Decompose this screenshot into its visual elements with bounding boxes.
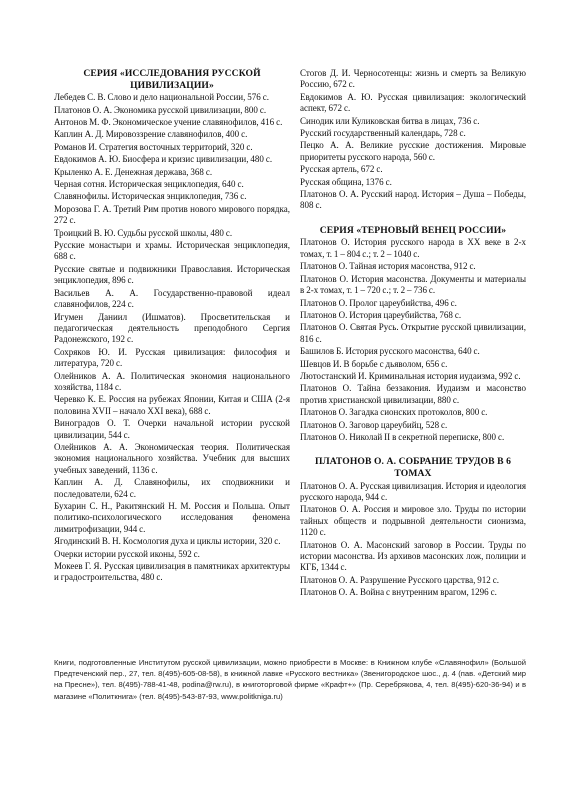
book-entry: Платонов О. История цареубийства, 768 с. (300, 309, 462, 320)
book-entry: Мокеев Г. Я. Русская цивилизация в памятниках архитектуры и градостроительства, 480 с. (54, 561, 290, 583)
book-entry: Антонов М. Ф. Экономическое учение славянофилов, 416 с. (54, 117, 283, 127)
book-entry: Платонов О. История русского народа в XX веке в 2-х томах, т. 1 – 804 с.; т. 2 – 1040 с. (300, 237, 526, 259)
book-entry: Платонов О. А. Россия и мировое зло. Труды по истории тайных обществ и подрывной деятельности сионизма, 1120 с. (300, 504, 526, 538)
left-entries-list (54, 92, 290, 584)
book-entry: Евдокимов А. Ю. Биосфера и кризис цивилизации, 480 с. (54, 154, 273, 165)
book-entry: Олейников А. А. Экономическая теория. Политическая экономия национального хозяйства. Учебник для высших учебных заведений, 1136 с. (54, 441, 290, 475)
book-entry: Славянофилы. Историческая энциклопедия, 736 с. (54, 191, 247, 202)
series-heading-thorny-crown: СЕРИЯ «ТЕРНОВЫЙ ВЕНЕЦ РОССИИ» (319, 224, 507, 236)
book-entry: Платонов О. Заговор цареубийц, 528 с. (300, 419, 448, 430)
book-entry: Платонов О. А. Разрушение Русского царства, 912 с. (300, 574, 500, 585)
right-entries-top-list (300, 68, 526, 212)
footer-purchase-info: Книги, подготовленные Институтом русской цивилизации, можно приобрести в Москве: в Книжном клубе «Славянофил» (Большой Предтеченский пер., 27, тел. 8(495)-605-08-58), в книжной лавке «Русского вестника» (Звенигородское шос., д. 4 (пав. «Детский мир на Пресне»), тел. 8(495)-788-41-48, podina@rw.ru), в книготорговой фирме «Крафт+» (Пр. Серебрякова, 4, тел. 8(495)-620-36-94) и в магазине «Политкнига» (тел. 8(495)-543-87-93, www.politkniga.ru) (54, 658, 526, 701)
book-entry: Платонов О. Тайна беззакония. Иудаизм и масонство против христианской цивилизации, 880 с. (300, 383, 526, 405)
book-entry: Пецко А. А. Великие русские достижения. Мировые приоритеты русского народа, 560 с. (300, 140, 526, 162)
book-entry: Русская артель, 672 с. (300, 164, 383, 175)
book-entry: Шевцов И. В борьбе с дьяволом, 656 с. (300, 358, 448, 369)
book-entry: Игумен Даниил (Ишматов). Просветительская и педагогическая деятельность преподобного Сергия Радонежского, 192 с. (54, 311, 290, 345)
book-entry: Бухарин С. Н., Ракитянский Н. М. Россия и Польша. Опыт политико-психологического исследования феномена лимитрофизации, 944 с. (54, 501, 290, 534)
left-column (54, 68, 290, 585)
book-entry: Платонов О. Святая Русь. Открытие русской цивилизации, 816 с. (300, 322, 526, 344)
right-column (300, 68, 526, 600)
book-entry: Русские святые и подвижники Православия. Историческая энциклопедия, 896 с. (54, 263, 290, 286)
book-entry: Сохряков Ю. И. Русская цивилизация: философия и литература, 720 с. (54, 346, 290, 369)
book-entry: Платонов О. Пролог цареубийства, 496 с. (300, 297, 457, 308)
series-heading-russian-civilization: СЕРИЯ «ИССЛЕДОВАНИЯ РУССКОЙ ЦИВИЛИЗАЦИИ» (83, 68, 261, 91)
book-entry: Платонов О. А. Русская цивилизация. История и идеология русского народа, 944 с. (300, 480, 526, 502)
book-entry: Очерки истории русской иконы, 592 с. (54, 548, 200, 559)
book-entry: Васильев А. А. Государственно-правовой идеал славянофилов, 224 с. (54, 287, 290, 310)
book-entry: Русская община, 1376 с. (300, 176, 392, 187)
book-entry: Платонов О. А. Экономика русской цивилизации, 800 с. (54, 104, 267, 115)
book-entry: Платонов О. Тайная история масонства, 912 с. (300, 261, 476, 272)
book-entry: Черевко К. Е. Россия на рубежах Японии, Китая и США (2-я половина XVII – начало XXI века), 688 с. (54, 394, 290, 416)
book-entry: Платонов О. А. Война с внутренним врагом, 1296 с. (300, 587, 497, 598)
book-entry: Каплин А. Д. Славянофилы, их сподвижники и последователи, 624 с. (54, 477, 290, 499)
book-entry: Платонов О. История масонства. Документы и материалы в 2-х томах, т. 1 – 720 с.; т. 2 – 736 с. (300, 273, 526, 296)
book-entry: Платонов О. Николай II в секретной переписке, 800 с. (300, 431, 505, 442)
book-entry: Русские монастыри и храмы. Историческая энциклопедия, 688 с. (54, 240, 290, 262)
collected-works-heading: ПЛАТОНОВ О. А. СОБРАНИЕ ТРУДОВ В 6 ТОМАХ (314, 456, 512, 479)
book-entry: Стогов Д. И. Черносотенцы: жизнь и смерть за Великую Россию, 672 с. (300, 68, 526, 90)
book-entry: Башилов Б. История русского масонства, 640 с. (300, 346, 480, 357)
book-entry: Синодик или Куликовская битва в лицах, 736 с. (300, 115, 480, 126)
book-entry: Олейников А. А. Политическая экономия национального хозяйства, 1184 с. (54, 370, 290, 392)
book-entry: Романов И. Стратегия восточных территорий, 320 с. (54, 141, 253, 152)
book-entry: Платонов О. А. Масонский заговор в России. Труды по истории масонства. Из архивов масонских лож, полиции и КГБ, 1344 с. (300, 539, 526, 573)
book-entry: Черная сотня. Историческая энциклопедия, 640 с. (54, 179, 244, 190)
book-entry: Троицкий В. Ю. Судьбы русской школы, 480 с. (54, 227, 233, 238)
book-entry: Каплин А. Д. Мировоззрение славянофилов, 400 с. (54, 129, 248, 140)
book-entry: Крыленко А. Е. Денежная держава, 368 с. (54, 166, 213, 177)
book-entry: Виноградов О. Т. Очерки начальной истории русской цивилизации, 544 с. (54, 418, 290, 440)
book-entry: Ягодинский В. Н. Космология духа и циклы истории, 320 с. (54, 536, 281, 547)
book-entry: Лютостанский И. Криминальная история иудаизма, 992 с. (300, 370, 521, 381)
book-entry: Морозова Г. А. Третий Рим против нового мирового порядка, 272 с. (54, 203, 290, 226)
book-entry: Лебедев С. В. Слово и дело национальной России, 576 с. (54, 92, 270, 103)
book-entry: Русский государственный календарь, 728 с. (300, 128, 466, 139)
book-entry: Платонов О. А. Русский народ. История – Душа – Победы, 808 с. (300, 189, 526, 211)
book-entry: Евдокимов А. Ю. Русская цивилизация: экологический аспект, 672 с. (300, 91, 526, 114)
right-entries-bottom-list (300, 481, 526, 599)
right-entries-mid-list (300, 237, 526, 443)
book-entry: Платонов О. Загадка сионских протоколов, 800 с. (300, 407, 488, 418)
